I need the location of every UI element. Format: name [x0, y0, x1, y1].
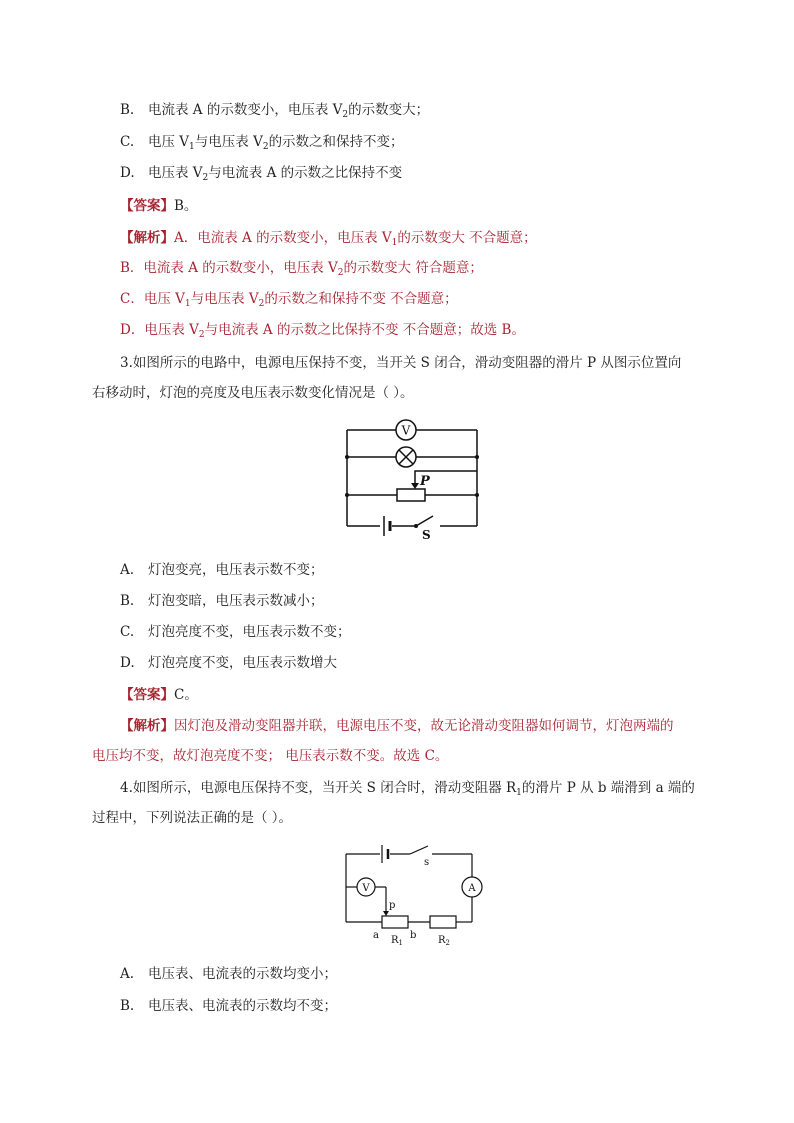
q4-ammeter-symbol: [462, 877, 482, 897]
q3-stem-line1: 3.如图所示的电路中，电源电压保持不变，当开关 S 闭合，滑动变阻器的滑片 P 从图示位置向: [120, 355, 682, 371]
q4-r2-label: $R_2$: [438, 935, 450, 947]
svg-text:V: V: [362, 883, 370, 894]
svg-text:A: A: [468, 883, 476, 894]
slider-p-label: P: [420, 474, 430, 489]
q4-r1-label: $R_1$: [391, 935, 403, 947]
q2-answer: 【答案】B。: [120, 198, 198, 214]
q3-circuit-diagram: [340, 418, 485, 543]
q3-analysis-line2: 电压均不变，故灯泡亮度不变； 电压表示数不变。故选 C。: [92, 748, 449, 764]
q3-analysis-line1: 【解析】因灯泡及滑动变阻器并联，电源电压不变，故无论滑动变阻器如何调节，灯泡两端的: [120, 718, 674, 734]
q4-switch-label: s: [424, 857, 430, 868]
q4-stem-line2: 过程中，下列说法正确的是（ ）。: [92, 810, 293, 826]
q2-analysis-c: C．电压 $V_1$与电压表 $V_2$的示数之和保持不变 不合题意；: [120, 291, 458, 309]
q3-option-c: C. 灯泡亮度不变，电压表示数不变；: [120, 624, 351, 640]
switch-s-label: S: [422, 528, 431, 542]
q2-option-d: D. 电压表 $V_2$与电流表 A 的示数之比保持不变: [120, 165, 403, 183]
q3-stem-line2: 右移动时，灯泡的亮度及电压表示数变化情况是（ ）。: [92, 385, 414, 401]
q2-analysis-d: D．电压表 $V_2$与电流表 A 的示数之比保持不变 不合题意；故选 B。: [120, 322, 525, 340]
lamp-symbol: [396, 447, 416, 467]
q4-end-b-label: b: [410, 930, 417, 941]
q3-option-b: B. 灯泡变暗，电压表示数减小；: [120, 593, 324, 609]
q4-voltmeter-symbol: [357, 878, 375, 896]
q4-stem-line1: 4.如图所示，电源电压保持不变，当开关 S 闭合时，滑动变阻器 $R_1$的滑片 P 从 b 端滑到 a 端的: [120, 780, 695, 798]
q4-option-b: B. 电压表、电流表的示数均不变；: [120, 998, 337, 1014]
q3-answer: 【答案】C。: [120, 687, 198, 703]
q4-slider-label: p: [389, 900, 396, 911]
q2-option-b: B. 电流表 A 的示数变小，电压表 $V_2$的示数变大；: [120, 102, 430, 120]
q2-analysis-a: 【解析】A．电流表 A 的示数变小，电压表 $V_1$的示数变大 不合题意；: [120, 230, 537, 248]
svg-text:V: V: [401, 423, 411, 438]
q2-analysis-b: B．电流表 A 的示数变小，电压表 $V_2$的示数变大 符合题意；: [120, 260, 483, 278]
q3-option-d: D. 灯泡亮度不变，电压表示数增大: [120, 655, 337, 671]
q4-option-a: A. 电压表、电流表的示数均变小；: [120, 966, 337, 982]
q3-option-a: A. 灯泡变亮，电压表示数不变；: [120, 562, 324, 578]
voltmeter-symbol: [396, 420, 416, 440]
q2-option-c: C. 电压 $V_1$与电压表 $V_2$的示数之和保持不变；: [120, 134, 404, 152]
q4-circuit-diagram: [340, 842, 490, 950]
q4-end-a-label: a: [373, 930, 379, 941]
